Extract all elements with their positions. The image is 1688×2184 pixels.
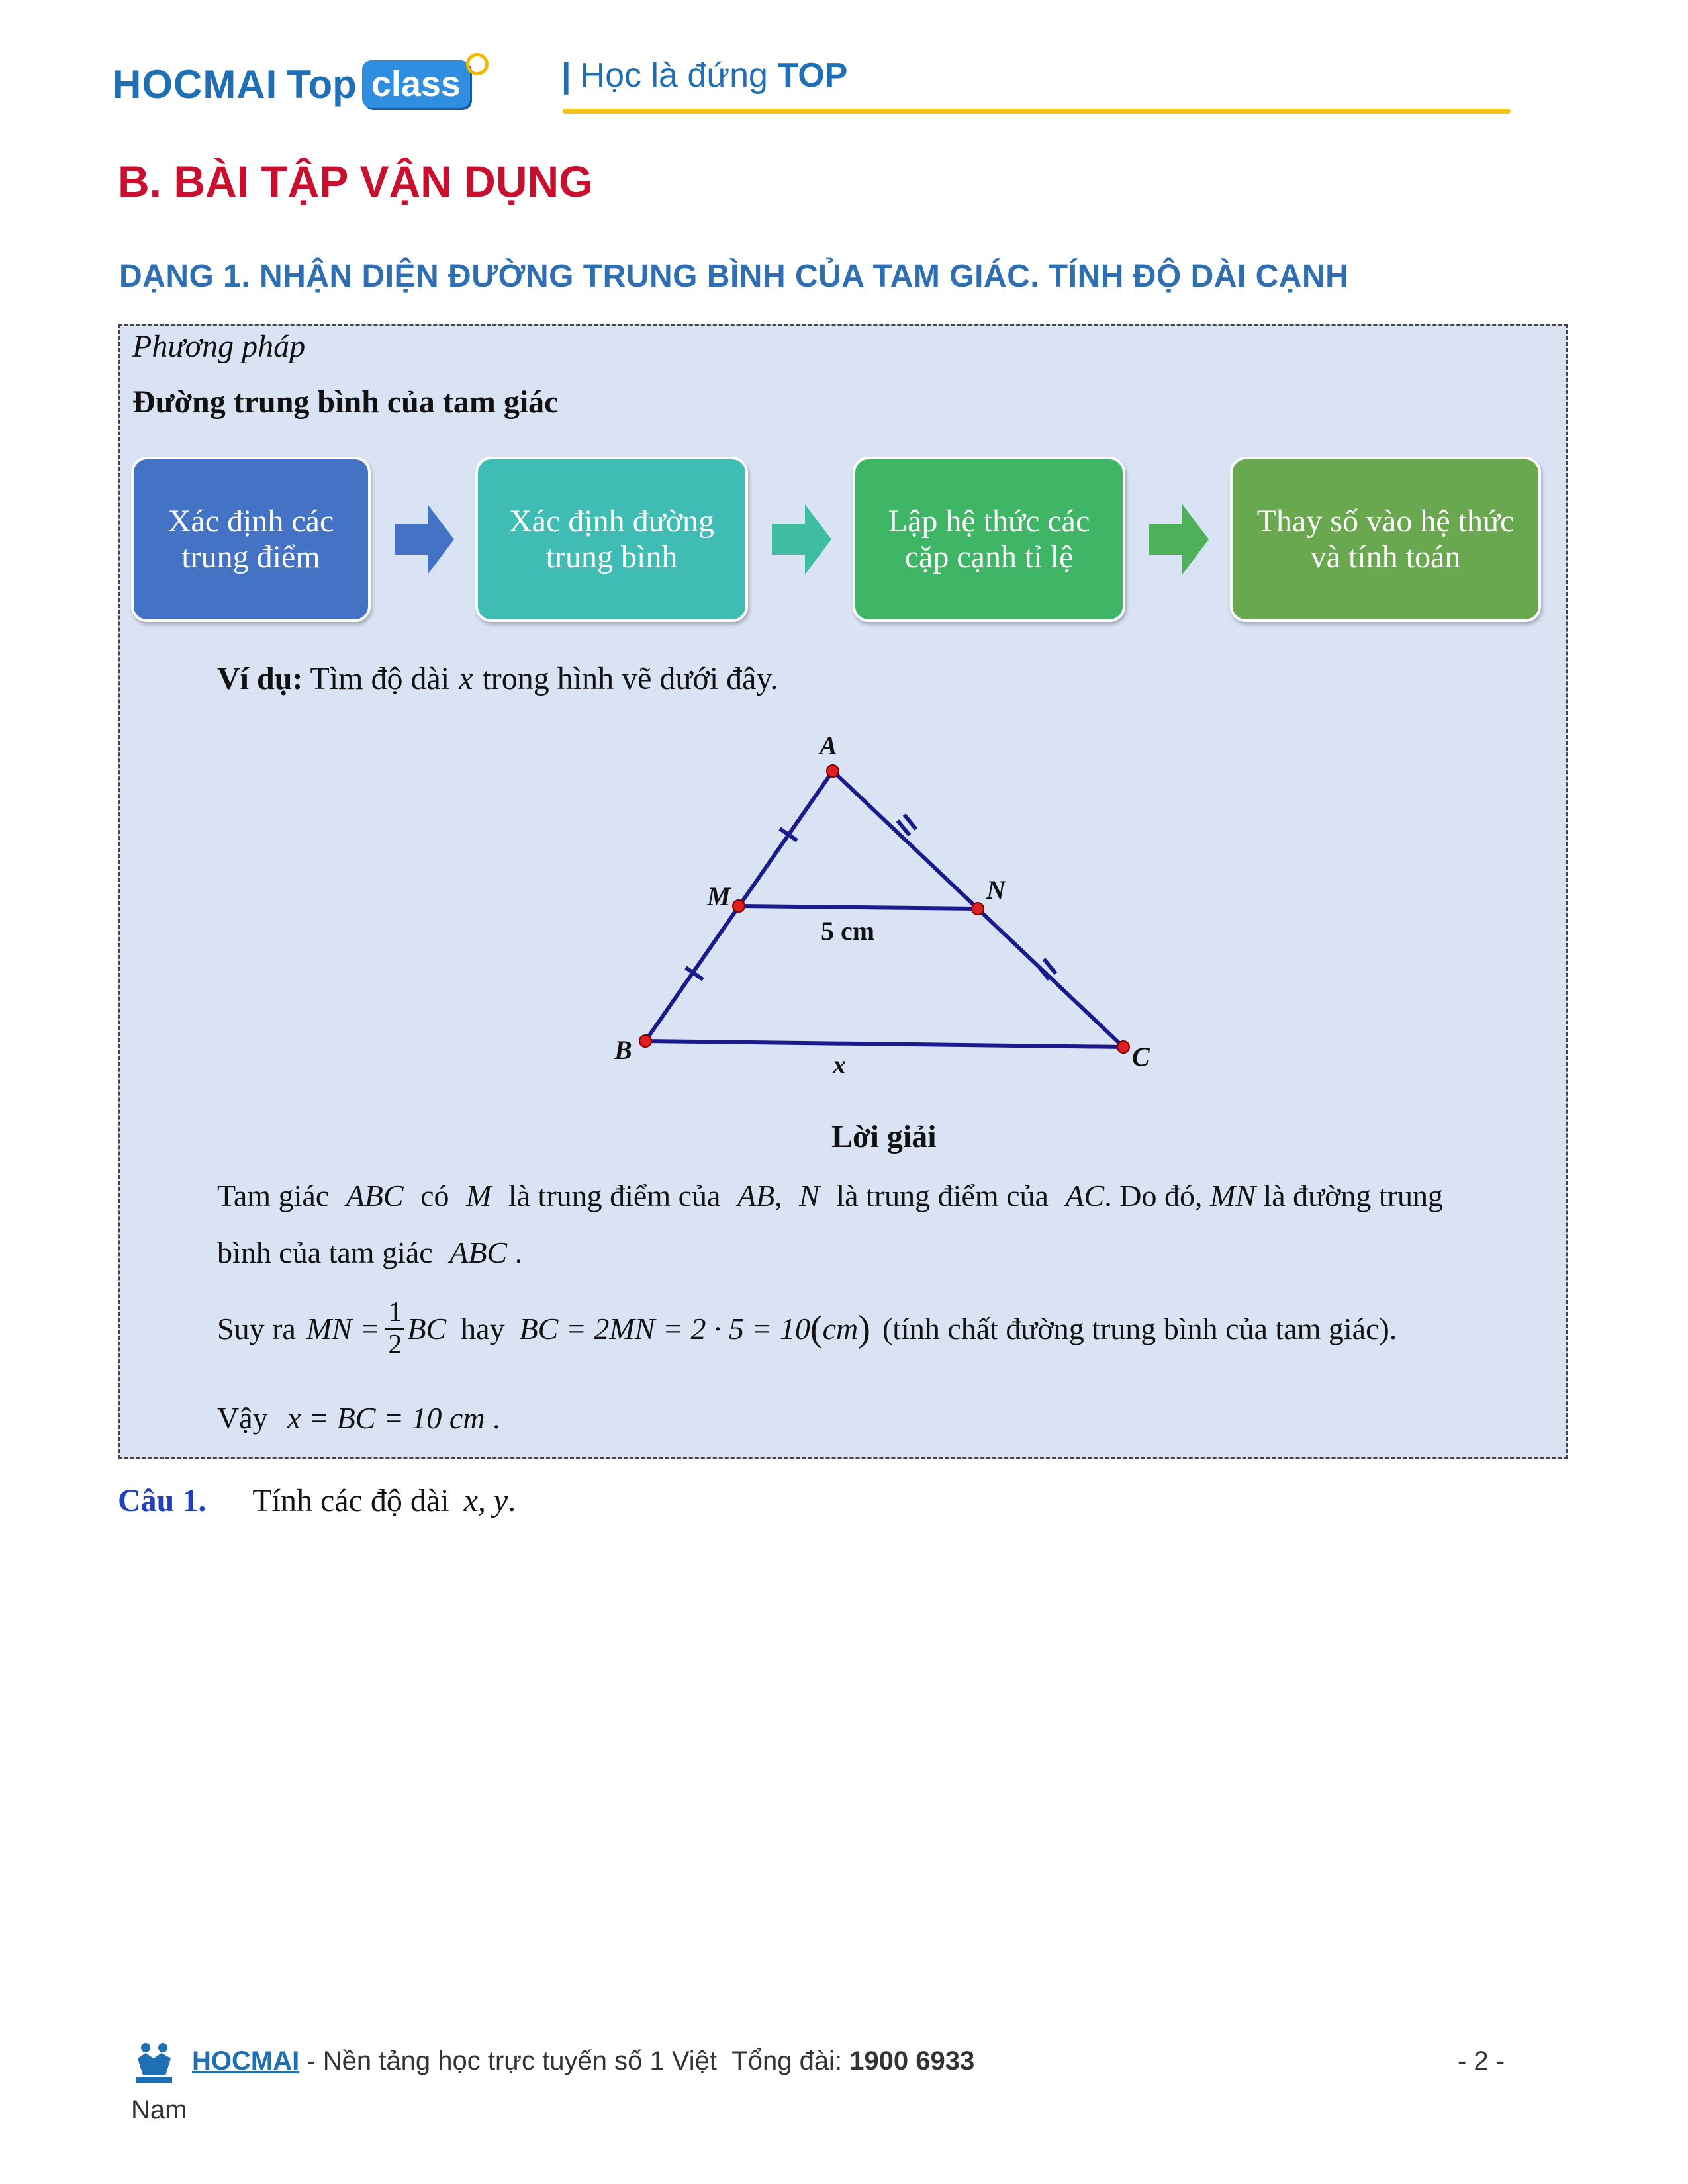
header-tagline	[561, 56, 847, 95]
step-line: trung bình	[545, 539, 678, 574]
tagline-separator: |	[561, 56, 571, 95]
math: AC	[1065, 1179, 1105, 1212]
footer-brand-link[interactable]: HOCMAI	[192, 2046, 300, 2075]
math: x = BC = 10 cm	[287, 1401, 485, 1435]
question-1	[118, 1482, 516, 1519]
mn-length-label: 5 cm	[821, 916, 875, 946]
text: (tính chất đường trung bình của tam giác).	[882, 1312, 1397, 1345]
text: có	[420, 1179, 449, 1212]
triangle-figure	[596, 728, 1192, 1099]
question-end: .	[508, 1483, 516, 1518]
text: là trung điểm của	[508, 1179, 721, 1212]
text: là trung điểm của	[836, 1179, 1049, 1212]
footer-hotline: 1900 6933	[849, 2046, 975, 2075]
midline-mn	[739, 906, 978, 909]
solution-line-3: Suy ra MN = $\frac{1}{2}$ BC hay BC = 2MN = 2 · 5 = 10 ( cm ) (tính chất đường trung bình của tam giác).	[217, 1297, 1397, 1360]
point-a-label: A	[820, 731, 837, 760]
logo-hocmai-text: HOCMAI	[113, 62, 278, 107]
subsection-title: DẠNG 1. NHẬN DIỆN ĐƯỜNG TRUNG BÌNH CỦA TAM GIÁC. TÍNH ĐỘ DÀI CẠNH	[119, 259, 1349, 294]
math: AB	[737, 1179, 775, 1212]
logo-top-text: Top	[287, 62, 357, 107]
point-n-label: N	[986, 875, 1006, 905]
point-m-label: M	[707, 882, 731, 911]
point-b-label: B	[614, 1035, 632, 1065]
example-text: Tìm độ dài	[310, 661, 450, 696]
step-line: trung điểm	[181, 539, 320, 574]
text: .	[514, 1236, 523, 1269]
text: .	[492, 1401, 500, 1435]
arrow-right-icon	[395, 504, 455, 574]
text: Suy ra	[217, 1312, 296, 1345]
question-text: Tính các độ dài	[252, 1483, 449, 1518]
solution-title: Lời giải	[831, 1119, 937, 1154]
solution-line-4	[217, 1400, 500, 1435]
logo-class-text: class	[362, 60, 470, 108]
text: hay	[461, 1312, 505, 1345]
example-var: x	[459, 661, 473, 696]
side-bc	[645, 1041, 1123, 1047]
step-line: Thay số vào hệ thức	[1256, 504, 1515, 539]
example-text-after: trong hình vẽ dưới đây.	[482, 661, 778, 696]
text: Tam giác	[217, 1179, 330, 1212]
fraction-num: 1	[385, 1297, 404, 1330]
text: Vậy	[217, 1401, 268, 1435]
step-line: và tính toán	[1310, 539, 1461, 574]
footer-wrap-text: Nam	[131, 2095, 187, 2124]
solution-line-1	[217, 1178, 1443, 1213]
step-line: Xác định các	[167, 504, 334, 539]
hocmai-mascot-icon	[131, 2038, 177, 2085]
page-number: - 2 -	[1458, 2046, 1505, 2075]
step-line: cặp cạnh tỉ lệ	[904, 539, 1074, 574]
math: MN	[1209, 1179, 1256, 1212]
math-unit: cm	[822, 1312, 859, 1345]
fraction	[385, 1297, 404, 1360]
header-divider	[563, 109, 1511, 114]
math: BC	[407, 1312, 447, 1345]
step-ratio-relation	[853, 457, 1125, 622]
method-label: Phương pháp	[132, 329, 306, 364]
step-identify-midline	[475, 457, 748, 622]
example-label: Ví dụ:	[217, 661, 303, 696]
footer-slogan: - Nền tảng học trực tuyến số 1 Việt	[299, 2046, 718, 2075]
arrow-right-icon	[772, 504, 833, 574]
arrow-right-icon	[1149, 504, 1210, 574]
tagline-text: Học là đứng	[580, 56, 768, 95]
tagline-top: TOP	[777, 56, 848, 95]
text: ,	[774, 1179, 782, 1212]
math: ABC	[449, 1236, 508, 1269]
footer-hotline-label: Tổng đài:	[731, 2046, 843, 2075]
point-c-label: C	[1132, 1042, 1150, 1071]
math: M	[466, 1179, 492, 1212]
method-heading: Đường trung bình của tam giác	[132, 385, 559, 420]
example-line	[217, 660, 778, 697]
text: . Do đó,	[1104, 1179, 1203, 1212]
math: BC = 2MN = 2 · 5 = 10	[519, 1312, 810, 1345]
footer-text	[192, 2046, 974, 2076]
question-vars: x, y	[463, 1483, 508, 1518]
bc-length-label: x	[833, 1050, 846, 1079]
solution-line-2	[217, 1235, 522, 1270]
step-line: Xác định đường	[508, 504, 714, 539]
math: N	[799, 1179, 820, 1212]
sun-icon	[466, 53, 489, 75]
fraction-den: 2	[388, 1330, 402, 1360]
step-identify-midpoints	[131, 457, 371, 622]
question-label: Câu 1.	[118, 1483, 207, 1518]
text: là đường trung	[1263, 1179, 1444, 1212]
text: bình của tam giác	[217, 1236, 433, 1269]
hocmai-topclass-logo	[113, 54, 489, 114]
math: ABC	[346, 1179, 404, 1212]
math: MN =	[306, 1312, 381, 1345]
step-substitute-compute	[1230, 457, 1541, 622]
section-title: B. BÀI TẬP VẬN DỤNG	[118, 157, 593, 206]
step-line: Lập hệ thức các	[888, 504, 1090, 539]
